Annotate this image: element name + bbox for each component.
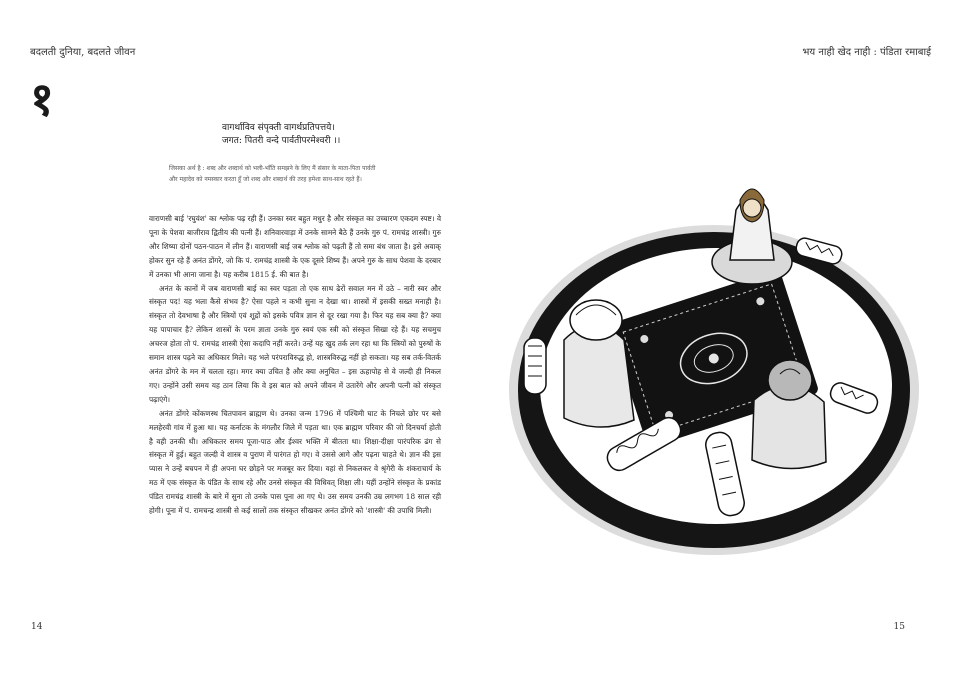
body-text: [149, 212, 441, 518]
paragraph-2: अनंत के कानों में जब वाराणसी बाई का स्वर पड़ता तो एक साथ ढेरों सवाल मन में उठे – नारी स्वर और संस्कृत पद! यह भला कैसे संभव है? ऐसा पहले न कभी सुना न देखा था। शास्त्रों में इसकी सख्त मनाही है। संस्कृत तो देवभाषा है और स्त्रियों एवं शूद्रों को इसके पवित्र ज्ञान से दूर रखा गया है। फिर यह सब क्या है? क्या यह पापाचार है? लेकिन शास्त्रों के परम ज्ञाता उनके गुरु स्वयं एक स्त्री को संस्कृत सिखा रहे हैं। यह सचमुच अचरज होता तो पं. रामचंद्र शास्त्री ऐसा कदापि नहीं करते। उन्हें यह खुद तर्क लग रहा था कि स्त्रियों को पुरुषों के समान शास्त्र पढ़ने का अधिकार मिले। यह भले परंपराविरुद्ध हो, शास्त्रविरुद्ध नहीं हो सकता। यह सब तर्क-वितर्क अनंत डोंगरे के मन में चलता रहा। मगर क्या उचित है और क्या अनुचित – इस ऊहापोह से वे जल्दी ही निकल गए। उन्होंने उसी समय यह ठान लिया कि वे इस बात को अपने जीवन में उतारेंगे और अपनी पत्नी को संस्कृत पढ़ाएंगे।: [149, 283, 441, 404]
paragraph-3: अनंत डोंगरे कोंकणस्थ चितपावन ब्राह्मण थे। उनका जन्म 1796 में पश्चिमी घाट के निचले छोर पर बसे मलहेरवी गांव में हुआ था। यह कर्नाटक के मंगलौर जिले में पड़ता था। एक ब्राह्मण परिवार की जो दिनचर्या होती है वही उनकी थी। अधिकतर समय पूजा-पाठ और ईश्वर भक्ति में बीतता था। शिक्षा-दीक्षा पारंपरिक ढंग से संस्कृत में हुई। बहुत जल्दी वे शास्त्र व पुराण में पारंगत हो गए। वे उससे आगे और पढ़ना चाहते थे। ज्ञान की इस प्यास ने उन्हें बचपन में ही अपना घर छोड़ने पर मजबूर कर दिया। वहां से निकलकर वे श्रृंगेरी के शंकराचार्य के मठ में एक संस्कृत के पंडित के साथ रहे और उनसे संस्कृत की विधिवत् शिक्षा ली। यहीं उन्होंने संस्कृत के प्रकांड पंडित रामचंद्र शास्त्री के बारे में सुना तो उनके पास पूना आ गए थे। उस समय उनकी उम्र लगभग 18 साल रही होगी। पूना में पं. रामचन्द्र शास्त्री से कई सालों तक संस्कृत सीखकर अनंत डोंगरे को 'शास्त्री' की उपाधि मिली।: [149, 408, 441, 516]
verse-translation: [169, 163, 469, 185]
left-page: [0, 0, 479, 682]
verse-line-1: वागर्थाविव संपृक्ती वागर्थप्रतिपत्तये।: [222, 123, 335, 133]
running-head-right: भय नाही खेद नाही : पंडिता रमाबाई: [802, 47, 931, 58]
manuscript-roll-2: [524, 338, 546, 394]
running-head-left: बदलती दुनिया, बदलते जीवन: [30, 47, 136, 58]
page-number-left: 14: [31, 622, 43, 632]
chapter-number: १: [30, 72, 54, 126]
verse-line-2: जगत: पितरी वन्दे पार्वतीपरमेश्वरी ।।: [222, 136, 341, 146]
page-number-right: 15: [893, 622, 905, 632]
sanskrit-verse: [222, 122, 462, 148]
translation-line-2: और महादेव को नमस्कार करता हूँ जो शब्द और शब्दार्थ की तरह हमेशा साथ-साथ रहते हैं।: [169, 176, 362, 183]
right-page: [480, 0, 959, 682]
translation-line-1: जिसका अर्थ है : शब्द और शब्दार्थ को भली-भाँति समझने के लिए मैं संसार के माता-पिता पार्वती: [169, 165, 376, 172]
illustration: [504, 170, 924, 570]
paragraph-1: वाराणसी बाई 'रघुवंश' का श्लोक पढ़ रही हैं। उनका स्वर बहुत मधुर है और संस्कृत का उच्चारण एकदम स्पष्ट। वे पूना के पेशवा बाजीराव द्वितीय की पत्नी हैं। शनिवारवाड़ा में उनके सामने बैठे हैं उनके गुरु पं. रामचंद्र शास्त्री। गुरु और शिष्या दोनों पठन-पाठन में लीन हैं। वाराणसी बाई जब श्लोक को पढ़ती हैं तो समा बंध जाता है। इसे अवाक् होकर सुन रहे हैं अनंत डोंगरे, जो कि पं. रामचंद्र शास्त्री के एक दूसरे शिष्य हैं। अपने गुरु के साथ पेशवा के दरबार में उनका भी आना जाना है। यह करीब 1815 ई. की बात है।: [149, 214, 441, 279]
